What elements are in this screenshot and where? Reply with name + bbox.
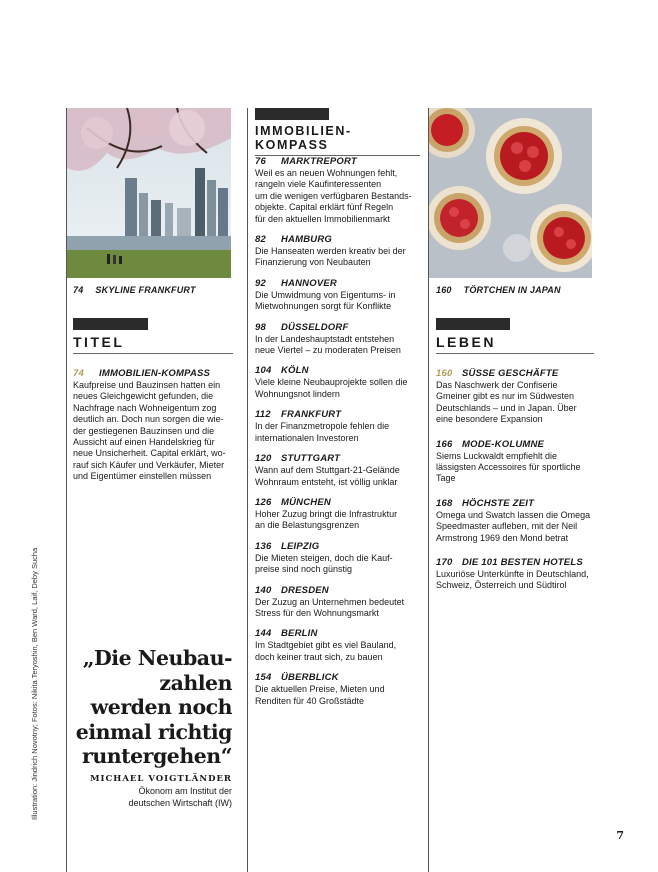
entry-page-number: 74 bbox=[73, 368, 84, 379]
entry-page-number: 98 bbox=[255, 321, 266, 333]
toc-entry-duesseldorf[interactable] bbox=[255, 322, 425, 357]
entry-title: LEIPZIG bbox=[281, 540, 320, 552]
entry-text: Siems Luckwaldt empfiehlt die lässigsten Accessoires für sportliche Tage bbox=[436, 450, 581, 484]
toc-entry-marktreport[interactable] bbox=[255, 156, 425, 225]
entry-heading bbox=[436, 557, 606, 569]
toc-entry-stuttgart[interactable] bbox=[255, 453, 425, 488]
entry-heading bbox=[255, 497, 425, 509]
entry-text: Im Stadtgebiet gibt es viel Bauland, doch keiner traut sich, zu bauen bbox=[255, 640, 397, 662]
section-titel bbox=[73, 318, 233, 354]
toc-list-middle bbox=[255, 156, 425, 716]
caption-text: SKYLINE FRANKFURT bbox=[95, 285, 196, 295]
section-bar bbox=[73, 318, 148, 330]
entry-text: Viele kleine Neubauprojekte sollen die Wohnungsnot lindern bbox=[255, 377, 408, 399]
entry-text: Die Umwidmung von Eigentums- in Mietwohnungen sorgt für Konflikte bbox=[255, 289, 396, 312]
entry-title: HÖCHSTE ZEIT bbox=[462, 497, 535, 509]
entry-text: Weil es an neuen Wohnungen fehlt, rangeln viele Kaufinteressenten um die wenigen verfügbaren Bestands- objekte. Capital erklärt fünf Regeln für den aktuellen Immobilienmarkt bbox=[255, 168, 412, 224]
entry-text: Die Mieten steigen, doch die Kauf- preise sind noch günstig bbox=[255, 552, 393, 575]
entry-heading bbox=[255, 409, 425, 421]
photo-caption-skyline bbox=[73, 285, 196, 295]
section-immobilien-kompass bbox=[255, 108, 420, 156]
entry-heading bbox=[255, 156, 425, 168]
page-number: 7 bbox=[616, 829, 624, 842]
entry-text: Omega und Swatch lassen die Omega Speedmaster aufleben, mit der Neil Armstrong 1969 den Mond betrat bbox=[436, 509, 591, 543]
entry-heading bbox=[255, 322, 425, 334]
entry-heading bbox=[255, 278, 425, 290]
toc-entry-leipzig[interactable] bbox=[255, 541, 425, 576]
entry-title: KÖLN bbox=[281, 365, 309, 377]
role-line: deutschen Wirtschaft (IW) bbox=[128, 797, 232, 808]
entry-heading bbox=[436, 498, 606, 510]
entry-heading bbox=[255, 541, 425, 553]
toc-entry-muenchen[interactable] bbox=[255, 497, 425, 532]
entry-title: FRANKFURT bbox=[281, 409, 342, 421]
section-leben bbox=[436, 318, 594, 354]
entry-heading bbox=[255, 365, 425, 377]
caption-text: TÖRTCHEN IN JAPAN bbox=[463, 285, 561, 295]
quote-author-role bbox=[72, 786, 232, 809]
caption-page-number: 74 bbox=[73, 285, 84, 295]
entry-text: Hoher Zuzug bringt die Infrastruktur an die Belastungsgrenzen bbox=[255, 508, 398, 531]
entry-heading bbox=[255, 628, 425, 640]
entry-title: ÜBERBLICK bbox=[281, 672, 339, 684]
section-rule bbox=[436, 353, 594, 354]
entry-page-number: 168 bbox=[436, 497, 453, 509]
entry-title: MARKTREPORT bbox=[281, 156, 357, 167]
quote-line: zahlen bbox=[159, 670, 232, 695]
entry-text: Der Zuzug an Unternehmen bedeutet Stress für den Wohnungsmarkt bbox=[255, 596, 405, 618]
section-bar bbox=[436, 318, 510, 330]
entry-page-number: 112 bbox=[255, 409, 271, 421]
entry-heading bbox=[255, 234, 425, 246]
toc-entry-hoechste-zeit[interactable] bbox=[436, 498, 606, 544]
entry-title: MÜNCHEN bbox=[281, 496, 331, 508]
entry-page-number: 120 bbox=[255, 453, 272, 465]
column-divider-2 bbox=[247, 108, 248, 872]
entry-page-number: 170 bbox=[436, 557, 453, 569]
quote-author: MICHAEL VOIGTLÄNDER bbox=[90, 774, 232, 784]
photo-credits: Illustration: Jindrich Novotny; Fotos: Nikita Teryoshin, Ben Ward, Laif, Deby Sucha bbox=[30, 547, 39, 820]
entry-title: IMMOBILIEN-KOMPASS bbox=[99, 368, 211, 379]
caption-page-number: 160 bbox=[436, 285, 452, 295]
entry-page-number: 166 bbox=[436, 438, 453, 450]
entry-page-number: 76 bbox=[255, 156, 266, 167]
entry-page-number: 160 bbox=[436, 368, 453, 379]
entry-text: Luxuriöse Unterkünfte in Deutschland, Schweiz, Österreich und Südtirol bbox=[436, 569, 589, 591]
entry-heading bbox=[255, 672, 425, 684]
entry-text: Das Naschwerk der Confiserie Gmeiner gibt es nur im Südwesten Deutschlands – und in Japan. Über eine besondere Expansion bbox=[436, 380, 577, 425]
entry-page-number: 136 bbox=[255, 540, 272, 552]
skyline-frankfurt-photo bbox=[67, 108, 231, 278]
entry-text: Wann auf dem Stuttgart-21-Gelände Wohnraum entsteht, ist völlig unklar bbox=[255, 465, 400, 487]
entry-page-number: 140 bbox=[255, 584, 272, 596]
entry-title: DRESDEN bbox=[281, 584, 329, 596]
entry-heading bbox=[255, 585, 425, 597]
toc-entry-mode-kolumne[interactable] bbox=[436, 439, 606, 485]
section-title: LEBEN bbox=[436, 334, 496, 350]
section-bar bbox=[255, 108, 329, 120]
toc-entry-suesse-geschaefte[interactable] bbox=[436, 368, 606, 426]
entry-heading bbox=[73, 368, 233, 380]
toc-entry-dresden[interactable] bbox=[255, 585, 425, 620]
toc-entry-hamburg[interactable] bbox=[255, 234, 425, 269]
entry-heading bbox=[436, 439, 606, 451]
entry-text: In der Landeshauptstadt entstehen neue Viertel – zu moderaten Preisen bbox=[255, 333, 401, 356]
entry-page-number: 144 bbox=[255, 628, 272, 640]
entry-title: DIE 101 BESTEN HOTELS bbox=[462, 557, 583, 569]
entry-page-number: 82 bbox=[255, 234, 266, 246]
toertchen-photo bbox=[429, 108, 592, 278]
quote-line: „Die Neubau- bbox=[82, 646, 232, 670]
toc-entry-besten-hotels[interactable] bbox=[436, 557, 606, 592]
toc-entry-berlin[interactable] bbox=[255, 628, 425, 663]
quote-line: einmal richtig bbox=[75, 719, 232, 744]
entry-text: Die aktuellen Preise, Mieten und Renditen für 40 Großstädte bbox=[255, 684, 385, 706]
toc-entry-koeln[interactable] bbox=[255, 365, 425, 400]
entry-page-number: 92 bbox=[255, 277, 266, 289]
quote-line: werden noch bbox=[90, 695, 232, 719]
role-line: Ökonom am Institut der bbox=[138, 786, 232, 796]
toc-entry-ueberblick[interactable] bbox=[255, 672, 425, 707]
entry-title: DÜSSELDORF bbox=[281, 321, 349, 333]
entry-title: HANNOVER bbox=[281, 277, 337, 289]
entry-heading bbox=[436, 368, 606, 380]
pull-quote bbox=[72, 646, 232, 769]
section-rule bbox=[73, 353, 233, 354]
entry-title: STUTTGART bbox=[281, 453, 341, 465]
entry-heading bbox=[255, 453, 425, 465]
quote-line: runtergehen“ bbox=[82, 744, 232, 768]
section-title: TITEL bbox=[73, 334, 125, 350]
section-title: IMMOBILIEN-KOMPASS bbox=[255, 124, 352, 152]
entry-text: In der Finanzmetropole fehlen die internationalen Investoren bbox=[255, 421, 390, 443]
entry-title: HAMBURG bbox=[281, 234, 333, 246]
entry-title: SÜSSE GESCHÄFTE bbox=[462, 368, 559, 379]
entry-page-number: 126 bbox=[255, 496, 272, 508]
toc-list-right bbox=[436, 368, 606, 601]
entry-title: BERLIN bbox=[281, 628, 318, 640]
toc-entry-immobilien-kompass[interactable] bbox=[73, 368, 233, 483]
entry-page-number: 104 bbox=[255, 365, 272, 377]
toc-entry-hannover[interactable] bbox=[255, 278, 425, 313]
photo-caption-toertchen bbox=[436, 285, 561, 295]
entry-text: Die Hanseaten werden kreativ bei der Finanzierung von Neubauten bbox=[255, 246, 406, 268]
toc-entry-frankfurt[interactable] bbox=[255, 409, 425, 444]
entry-page-number: 154 bbox=[255, 672, 272, 684]
entry-text: Kaufpreise und Bauzinsen hatten ein neues Gleichgewicht gefunden, die Nachfrage nach Wohneigentum zog deutlich an. Doch nun sorgen die wie- der gestiegenen Bauzinsen und die Aussicht auf einen Handelskrieg für neue Unsicherheit. Capital erklärt, wo- rauf sich Käufer und Verkäufer, Mieter und Eigentümer einstellen müssen bbox=[73, 380, 226, 482]
entry-title: MODE-KOLUMNE bbox=[462, 438, 545, 450]
